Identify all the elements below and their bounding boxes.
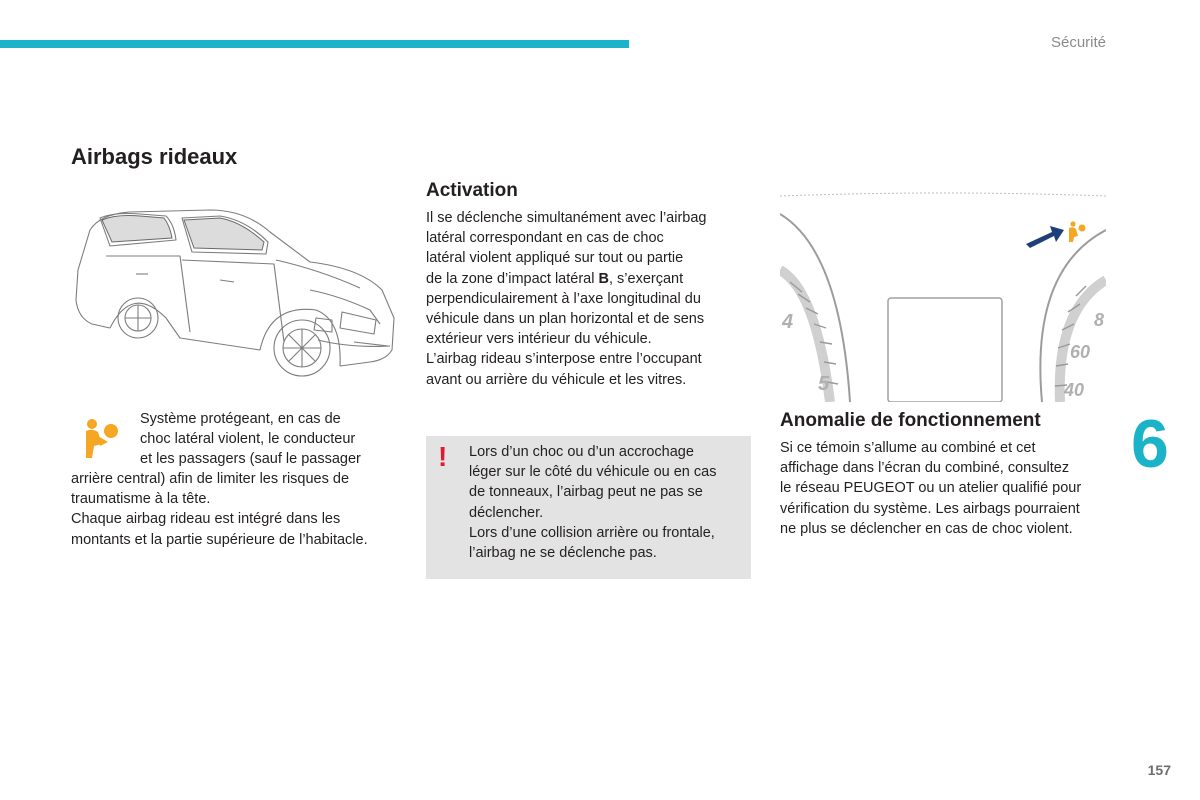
anomaly-text: Si ce témoin s’allume au combiné et cet affichage dans l’écran du combiné, consultez le réseau PEUGEOT ou un atelier qualifié pour vérification du système. Les airbags pourraient ne plus se déclencher en cas de choc violent. — [780, 440, 1082, 537]
gauge-label-left-bottom: 5 — [818, 373, 830, 395]
anomaly-heading: Anomalie de fonctionnement — [780, 410, 1041, 431]
activation-text — [426, 208, 756, 390]
gauge-label-left-top: 4 — [782, 311, 794, 333]
page-number: 157 — [1147, 762, 1171, 778]
intro-text-rest: arrière central) afin de limiter les risques de traumatisme à la tête. Chaque airbag rideau est intégré dans les montants et la partie supérieure de l’habitacle. — [71, 471, 368, 548]
airbag-warning-icon — [78, 414, 124, 460]
warning-text: Lors d’un choc ou d’un accrochage léger sur le côté du véhicule ou en cas de tonneaux, l’airbag peut ne pas se déclencher. Lors d’une collision arrière ou frontale, l’airbag ne se déclenche pas. — [469, 444, 717, 562]
gauge-label-right-bottom: 40 — [1064, 380, 1085, 400]
gauge-label-right-top: 8 — [1094, 310, 1105, 330]
section-title: Sécurité — [1050, 34, 1106, 51]
gauge-label-right-mid: 60 — [1070, 342, 1091, 362]
activation-text-part1: Il se déclenche simultanément avec l’airbag latéral correspondant en cas de choc latéral violent appliqué sur tout ou partie de la zone d’impact latéral — [426, 210, 707, 287]
page-title: Airbags rideaux — [71, 144, 238, 169]
intro-text-first: Système protégeant, en cas de choc latéral violent, le conducteur et les passagers (sauf le passager — [140, 411, 361, 468]
impact-zone-label: B — [598, 270, 609, 287]
instrument-cluster-illustration — [780, 190, 1106, 402]
header-accent-bar — [0, 40, 629, 48]
warning-icon: ! — [438, 441, 448, 472]
car-illustration — [70, 200, 400, 400]
chapter-number: 6 — [1131, 406, 1169, 482]
activation-text-part2: , s’exerçant perpendiculairement à l’axe longitudinal du véhicule dans un plan horizontal et de sens extérieur vers intérieur du véhicule. L’airbag rideau s’interpose entre l’occupant avant ou arrière du véhicule et les vitres. — [426, 270, 705, 388]
activation-heading: Activation — [426, 180, 518, 201]
